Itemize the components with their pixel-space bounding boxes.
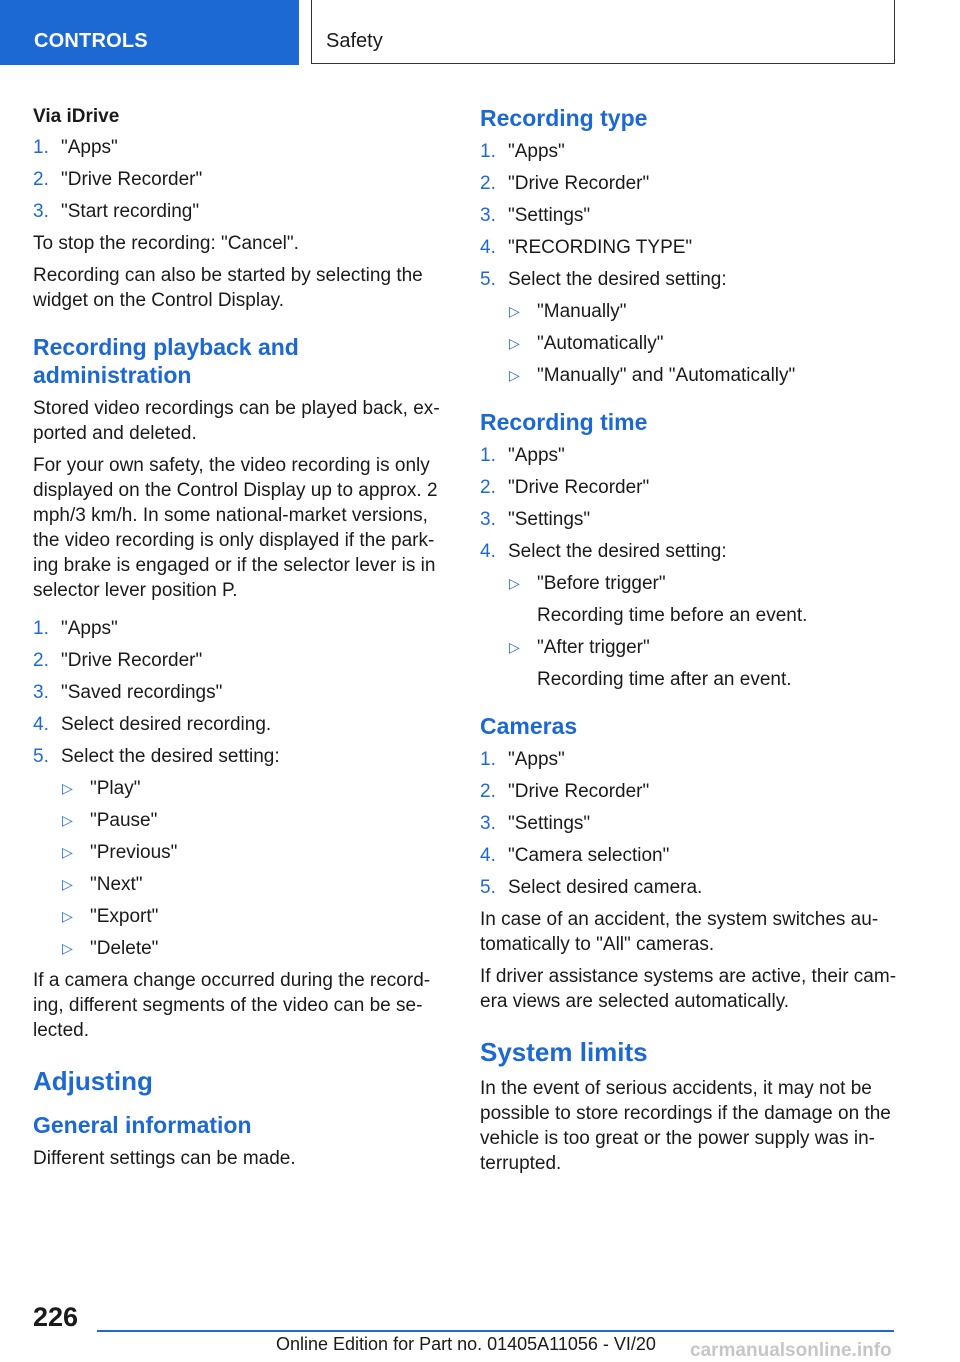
step-number: 2. <box>33 650 49 671</box>
header-chapter-tab <box>311 0 895 64</box>
list-item: ▷ "Previous" <box>62 842 178 863</box>
list-item: ▷ "Pause" <box>62 810 158 831</box>
list-item: 3. "Start recording" <box>33 201 200 222</box>
playback-options <box>61 776 445 961</box>
recording-type-heading: Recording type <box>480 105 648 131</box>
header-section-label: CONTROLS <box>34 30 148 52</box>
list-item: 5. Select the desired setting: ▷ "Manually" ▷ "Automatically" ▷ "Manually" and "Automatically" <box>480 267 900 388</box>
list-item: 5. Select desired camera. <box>480 877 703 898</box>
list-item: 1. "Apps" <box>480 749 565 770</box>
list-item: ▷ "Automatically" <box>509 333 664 354</box>
option-description: Recording time before an event. <box>537 605 808 626</box>
page-number: 226 <box>33 1302 79 1332</box>
list-item: ▷ "Manually" and "Automatically" <box>509 365 796 386</box>
step-number: 5. <box>33 746 49 767</box>
list-item: 4. "RECORDING TYPE" <box>480 237 693 258</box>
list-item: 2. "Drive Recorder" <box>480 477 650 498</box>
left-column <box>33 104 445 1178</box>
cameras-heading: Cameras <box>480 713 578 739</box>
footer-edition: Online Edition for Part no. 01405A11056 - VI/20 <box>276 1334 656 1354</box>
list-item: 5. Select the desired setting: ▷ "Play" ▷ "Pause" ▷ "Previous" ▷ "Next" ▷ "Export" ▷ "Delete" <box>33 744 445 961</box>
list-item: 2. "Drive Recorder" <box>33 169 203 190</box>
list-item: ▷ "Before trigger" Recording time before an event. <box>508 571 900 628</box>
step-number: 1. <box>33 137 49 158</box>
list-item: 1. "Apps" <box>480 141 565 162</box>
system-limits-text: In the event of serious accidents, it may not be possible to store recordings if the damage on the vehicle is too great or the power supply was interrupted. <box>480 1078 891 1174</box>
via-idrive-steps <box>33 135 445 224</box>
header-chapter-label: Safety <box>326 30 383 52</box>
list-item: 3. "Settings" <box>480 813 591 834</box>
triangle-bullet-icon: ▷ <box>62 780 73 796</box>
triangle-bullet-icon: ▷ <box>509 367 520 383</box>
cameras-paragraph-2: If driver assistance systems are active, their camera views are selected automatically. <box>480 966 897 1012</box>
recording-time-options <box>508 571 900 692</box>
right-column <box>480 104 900 1183</box>
list-item: 2. "Drive Recorder" <box>480 781 650 802</box>
list-item: ▷ "Export" <box>62 906 159 927</box>
step-number: 5. <box>480 269 496 290</box>
list-item: 1. "Apps" <box>480 445 565 466</box>
cameras-paragraph-1: In case of an accident, the system switches automatically to "All" cameras. <box>480 909 879 955</box>
step-number: 3. <box>33 682 49 703</box>
triangle-bullet-icon: ▷ <box>62 812 73 828</box>
recording-time-heading: Recording time <box>480 409 648 435</box>
step-number: 2. <box>480 781 496 802</box>
step-number: 4. <box>33 714 49 735</box>
recording-type-options <box>508 299 900 388</box>
step-number: 1. <box>33 618 49 639</box>
widget-text: Recording can also be started by selecting the widget on the Control Display. <box>33 265 423 311</box>
list-item: ▷ "Next" <box>62 874 143 895</box>
step-number: 5. <box>480 877 496 898</box>
system-limits-heading: System limits <box>480 1037 648 1067</box>
adjusting-heading: Adjusting <box>33 1066 153 1096</box>
step-number: 3. <box>480 813 496 834</box>
playback-steps <box>33 616 445 961</box>
list-item: 4. Select the desired setting: ▷ "Before trigger" Recording time before an event. ▷ "After trigger" Recording time after an event. <box>480 539 900 692</box>
playback-heading: Recording playback and administration <box>33 334 299 388</box>
triangle-bullet-icon: ▷ <box>509 575 520 591</box>
step-number: 4. <box>480 845 496 866</box>
triangle-bullet-icon: ▷ <box>509 639 520 655</box>
via-idrive-title: Via iDrive <box>33 106 120 127</box>
list-item: 2. "Drive Recorder" <box>480 173 650 194</box>
watermark-logo: carmanualsonline.info <box>690 1340 892 1361</box>
list-item: 3. "Saved recordings" <box>33 682 223 703</box>
general-information-text: Different settings can be made. <box>33 1148 296 1169</box>
list-item: 4. Select desired recording. <box>33 714 272 735</box>
playback-paragraph-1: Stored video recordings can be played back, exported and deleted. <box>33 398 440 444</box>
recording-time-steps <box>480 443 900 692</box>
list-item: 3. "Settings" <box>480 205 591 226</box>
list-item: 3. "Settings" <box>480 509 591 530</box>
triangle-bullet-icon: ▷ <box>62 876 73 892</box>
list-item: 1. "Apps" <box>33 618 118 639</box>
step-number: 4. <box>480 237 496 258</box>
cameras-steps <box>480 747 900 900</box>
step-number: 2. <box>480 477 496 498</box>
step-number: 2. <box>33 169 49 190</box>
step-number: 1. <box>480 445 496 466</box>
general-information-heading: General information <box>33 1112 252 1138</box>
footer-divider <box>97 1330 894 1332</box>
step-number: 1. <box>480 141 496 162</box>
list-item: ▷ "Manually" <box>509 301 627 322</box>
list-item: 2. "Drive Recorder" <box>33 650 203 671</box>
list-item: 1. "Apps" <box>33 137 118 158</box>
list-item: ▷ "Play" <box>62 778 141 799</box>
step-number: 4. <box>480 541 496 562</box>
stop-recording-text: To stop the recording: "Cancel". <box>33 233 299 254</box>
recording-type-steps <box>480 139 900 388</box>
camera-change-text: If a camera change occurred during the recording, different segments of the video can be selected. <box>33 970 431 1041</box>
list-item: ▷ "Delete" <box>62 938 159 959</box>
list-item: 4. "Camera selection" <box>480 845 670 866</box>
step-number: 2. <box>480 173 496 194</box>
triangle-bullet-icon: ▷ <box>509 303 520 319</box>
option-description: Recording time after an event. <box>537 669 792 690</box>
step-number: 3. <box>33 201 49 222</box>
step-number: 1. <box>480 749 496 770</box>
triangle-bullet-icon: ▷ <box>509 335 520 351</box>
header-section-tab <box>0 0 299 65</box>
list-item: ▷ "After trigger" Recording time after an event. <box>508 635 900 692</box>
triangle-bullet-icon: ▷ <box>62 940 73 956</box>
step-number: 3. <box>480 509 496 530</box>
step-number: 3. <box>480 205 496 226</box>
triangle-bullet-icon: ▷ <box>62 908 73 924</box>
playback-paragraph-2: For your own safety, the video recording is only displayed on the Control Display up to approx. 2 mph/3 km/h. In some national-market versions, the video recording is only displayed if the parking brake is engaged or if the selector lever is in selector lever position P. <box>33 455 438 601</box>
triangle-bullet-icon: ▷ <box>62 844 73 860</box>
